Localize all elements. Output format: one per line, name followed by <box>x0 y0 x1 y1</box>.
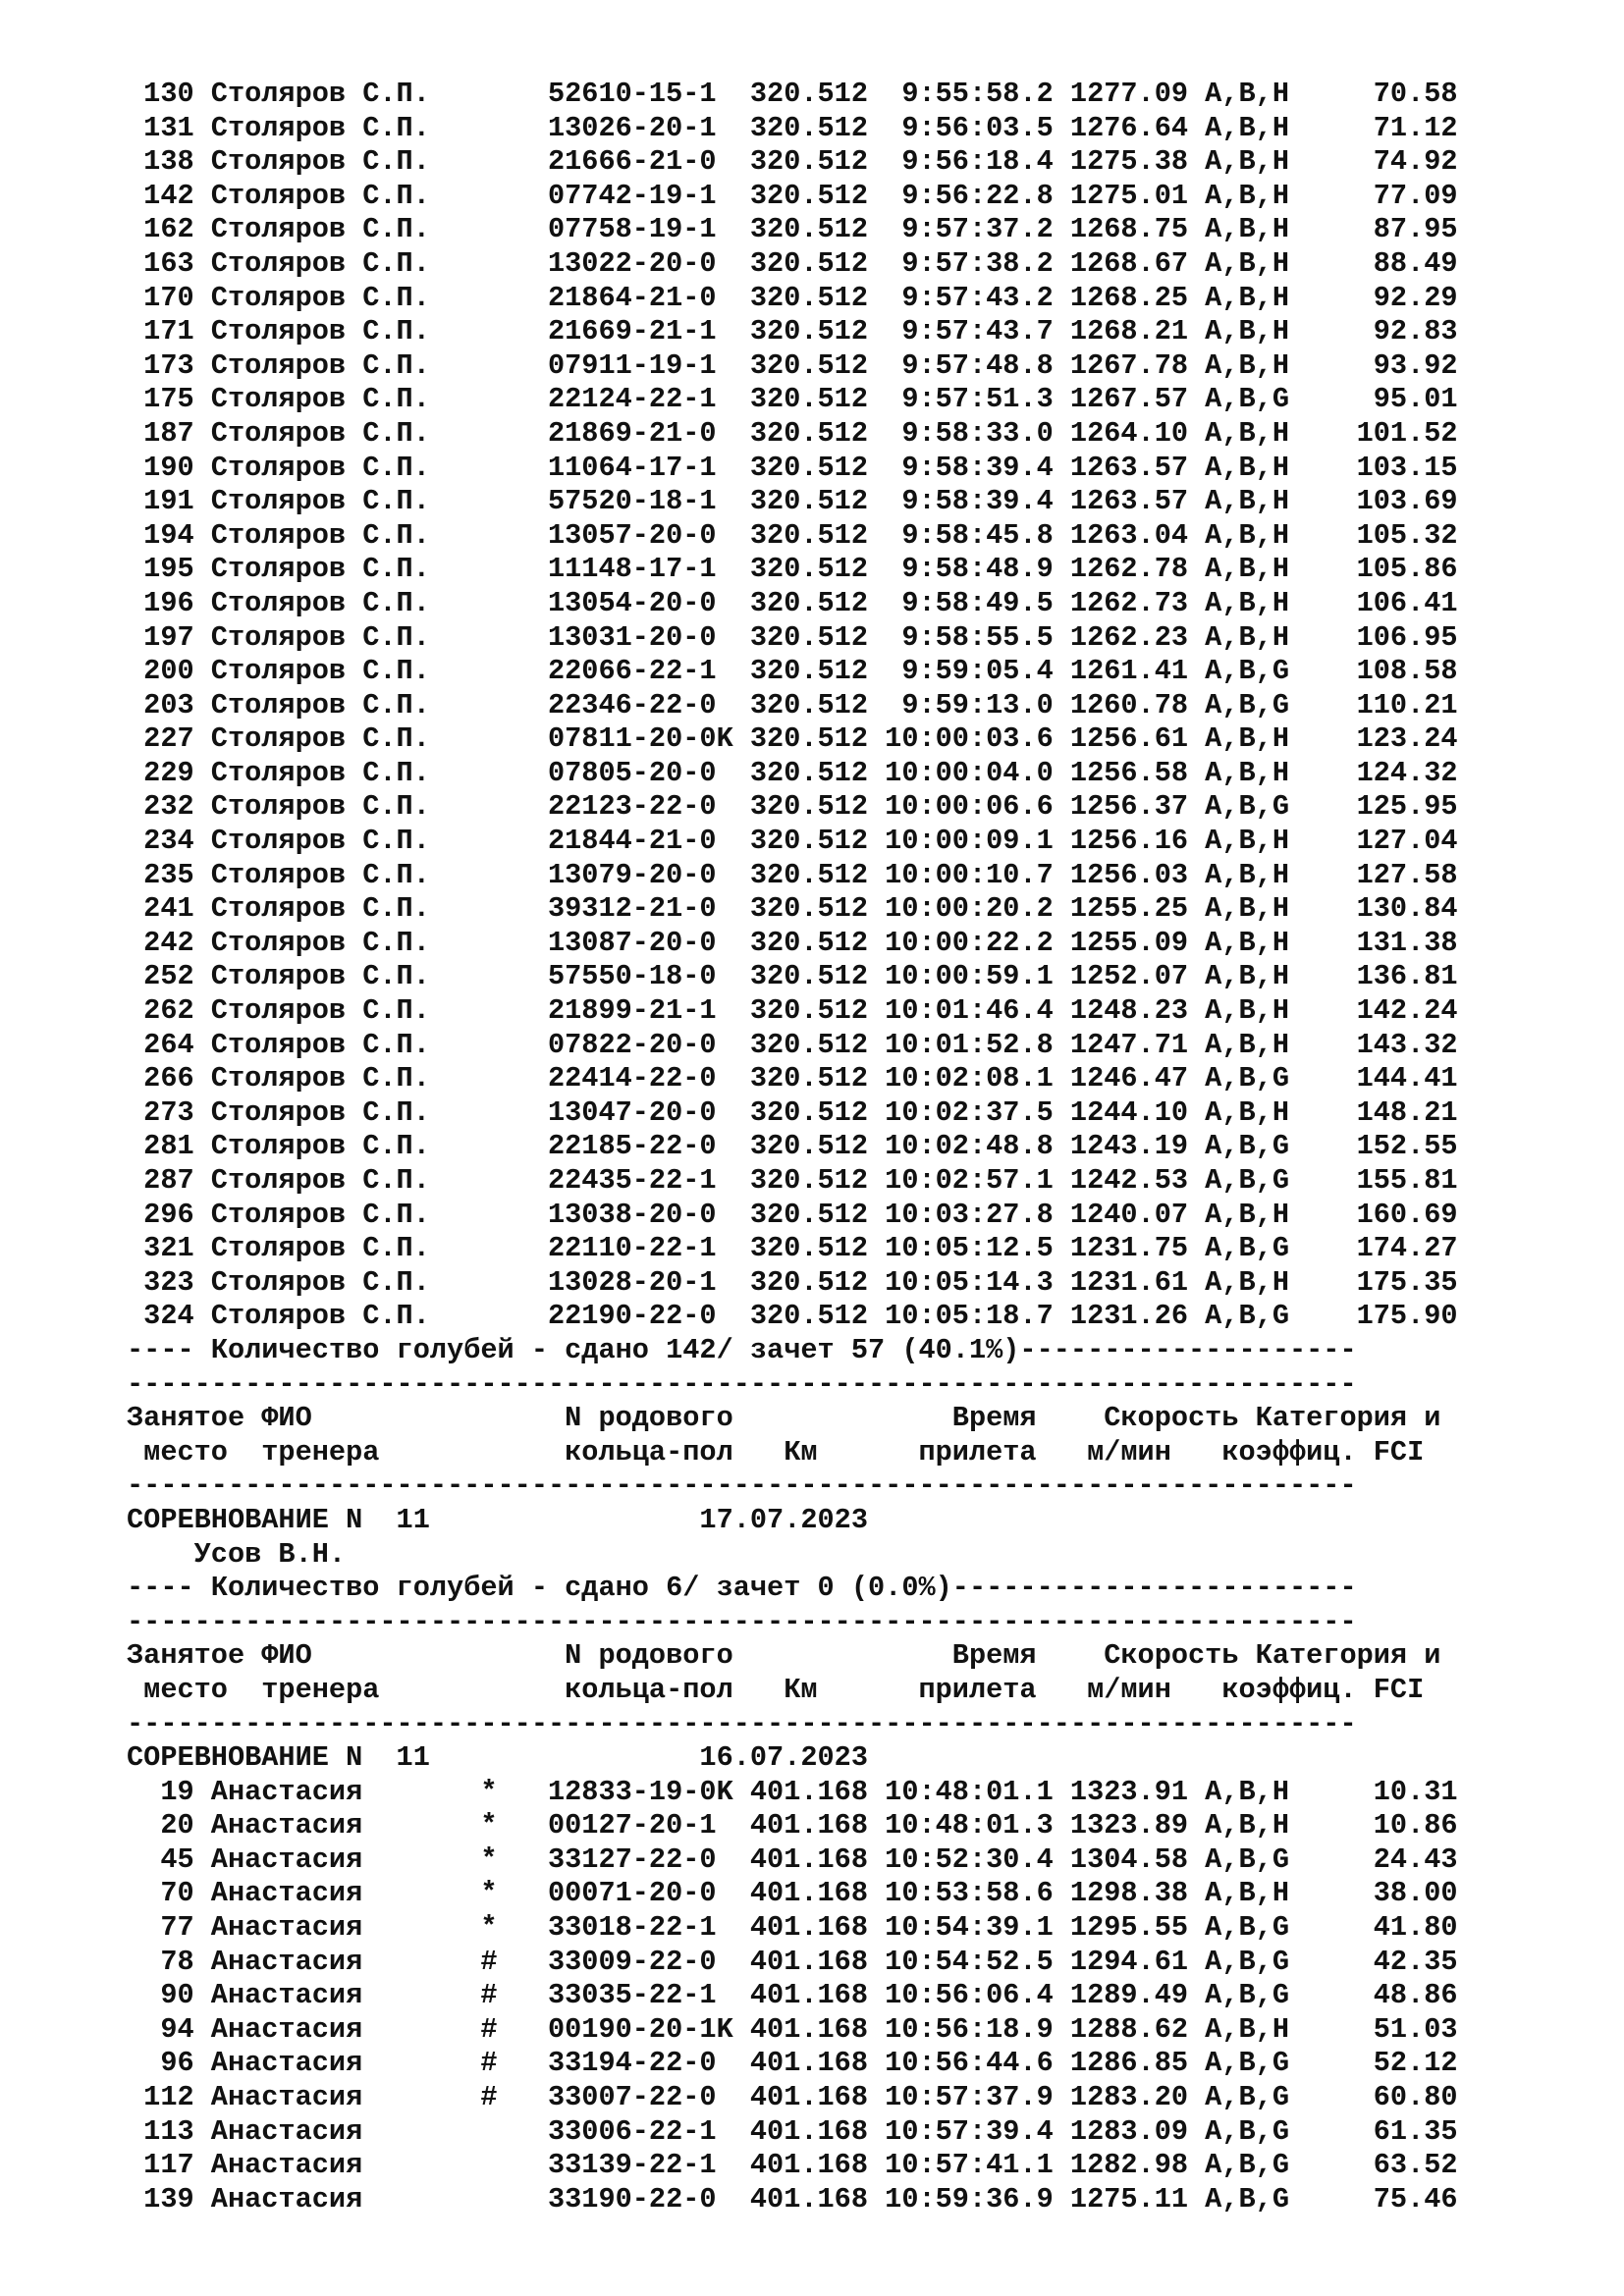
divider: ------------------------------------------------------------------------- <box>127 1707 1357 1740</box>
table-row: 19 Анастасия * 12833-19-0K 401.168 10:48:01.1 1323.91 A,B,H 10.31 <box>127 1775 1458 1808</box>
table-row: 78 Анастасия # 33009-22-0 401.168 10:54:52.5 1294.61 A,B,G 42.35 <box>127 1945 1458 1978</box>
table-row: 197 Столяров С.П. 13031-20-0 320.512 9:58:55.5 1262.23 A,B,H 106.95 <box>127 620 1458 654</box>
table-row: 196 Столяров С.П. 13054-20-0 320.512 9:58:49.5 1262.73 A,B,H 106.41 <box>127 586 1458 619</box>
table-row: 266 Столяров С.П. 22414-22-0 320.512 10:02:08.1 1246.47 A,B,G 144.41 <box>127 1062 1458 1095</box>
table-row: 113 Анастасия 33006-22-1 401.168 10:57:39.4 1283.09 A,B,G 61.35 <box>127 2114 1458 2148</box>
table-row: 173 Столяров С.П. 07911-19-1 320.512 9:57:48.8 1267.78 A,B,H 93.92 <box>127 348 1458 382</box>
table-row: 227 Столяров С.П. 07811-20-0K 320.512 10:00:03.6 1256.61 A,B,H 123.24 <box>127 722 1458 756</box>
column-header: Занятое ФИО N родового Время Скорость Категория и <box>127 1402 1441 1435</box>
table-row: 264 Столяров С.П. 07822-20-0 320.512 10:01:52.8 1247.71 A,B,H 143.32 <box>127 1028 1458 1061</box>
table-row: 195 Столяров С.П. 11148-17-1 320.512 9:58:48.9 1262.78 A,B,H 105.86 <box>127 553 1458 586</box>
summary-line: ---- Количество голубей - сдано 142/ зачет 57 (40.1%)-------------------- <box>127 1333 1357 1366</box>
divider: ------------------------------------------------------------------------- <box>127 1469 1357 1503</box>
table-row: 194 Столяров С.П. 13057-20-0 320.512 9:58:45.8 1263.04 A,B,H 105.32 <box>127 518 1458 552</box>
table-row: 242 Столяров С.П. 13087-20-0 320.512 10:00:22.2 1255.09 A,B,H 131.38 <box>127 926 1458 959</box>
summary-line: ---- Количество голубей - сдано 6/ зачет 0 (0.0%)------------------------ <box>127 1572 1357 1605</box>
table-row: 45 Анастасия * 33127-22-0 401.168 10:52:30.4 1304.58 A,B,G 24.43 <box>127 1842 1458 1876</box>
table-row: 321 Столяров С.П. 22110-22-1 320.512 10:05:12.5 1231.75 A,B,G 174.27 <box>127 1232 1458 1265</box>
column-header: место тренера кольца-пол Км прилета м/мин коэффиц. FCI <box>127 1435 1425 1468</box>
table-row: 323 Столяров С.П. 13028-20-1 320.512 10:05:14.3 1231.61 A,B,H 175.35 <box>127 1265 1458 1299</box>
table-row: 229 Столяров С.П. 07805-20-0 320.512 10:00:04.0 1256.58 A,B,H 124.32 <box>127 756 1458 789</box>
table-row: 90 Анастасия # 33035-22-1 401.168 10:56:06.4 1289.49 A,B,G 48.86 <box>127 1979 1458 2012</box>
table-row: 162 Столяров С.П. 07758-19-1 320.512 9:57:37.2 1268.75 A,B,H 87.95 <box>127 213 1458 246</box>
table-row: 281 Столяров С.П. 22185-22-0 320.512 10:02:48.8 1243.19 A,B,G 152.55 <box>127 1130 1458 1163</box>
table-row: 287 Столяров С.П. 22435-22-1 320.512 10:02:57.1 1242.53 A,B,G 155.81 <box>127 1164 1458 1197</box>
table-row: 77 Анастасия * 33018-22-1 401.168 10:54:39.1 1295.55 A,B,G 41.80 <box>127 1911 1458 1945</box>
table-row: 170 Столяров С.П. 21864-21-0 320.512 9:57:43.2 1268.25 A,B,H 92.29 <box>127 281 1458 314</box>
table-row: 200 Столяров С.П. 22066-22-1 320.512 9:59:05.4 1261.41 A,B,G 108.58 <box>127 655 1458 688</box>
table-row: 235 Столяров С.П. 13079-20-0 320.512 10:00:10.7 1256.03 A,B,H 127.58 <box>127 858 1458 891</box>
competition-title: СОРЕВНОВАНИЕ N 11 17.07.2023 <box>127 1503 868 1536</box>
table-row: 232 Столяров С.П. 22123-22-0 320.512 10:00:06.6 1256.37 A,B,G 125.95 <box>127 790 1458 824</box>
table-row: 234 Столяров С.П. 21844-21-0 320.512 10:00:09.1 1256.16 A,B,H 127.04 <box>127 825 1458 858</box>
table-row: 187 Столяров С.П. 21869-21-0 320.512 9:58:33.0 1264.10 A,B,H 101.52 <box>127 416 1458 450</box>
column-header: место тренера кольца-пол Км прилета м/мин коэффиц. FCI <box>127 1673 1425 1706</box>
table-row: 130 Столяров С.П. 52610-15-1 320.512 9:55:58.2 1277.09 A,B,H 70.58 <box>127 78 1458 110</box>
table-row: 70 Анастасия * 00071-20-0 401.168 10:53:58.6 1298.38 A,B,H 38.00 <box>127 1877 1458 1910</box>
table-row: 142 Столяров С.П. 07742-19-1 320.512 9:56:22.8 1275.01 A,B,H 77.09 <box>127 179 1458 212</box>
table-row: 94 Анастасия # 00190-20-1K 401.168 10:56:18.9 1288.62 A,B,H 51.03 <box>127 2012 1458 2046</box>
competition-title: СОРЕВНОВАНИЕ N 11 16.07.2023 <box>127 1741 868 1775</box>
table-row: 112 Анастасия # 33007-22-0 401.168 10:57:37.9 1283.20 A,B,G 60.80 <box>127 2081 1458 2114</box>
table-row: 203 Столяров С.П. 22346-22-0 320.512 9:59:13.0 1260.78 A,B,G 110.21 <box>127 688 1458 721</box>
table-row: 117 Анастасия 33139-22-1 401.168 10:57:41.1 1282.98 A,B,G 63.52 <box>127 2149 1458 2182</box>
table-row: 262 Столяров С.П. 21899-21-1 320.512 10:01:46.4 1248.23 A,B,H 142.24 <box>127 994 1458 1028</box>
table-row: 139 Анастасия 33190-22-0 401.168 10:59:36.9 1275.11 A,B,G 75.46 <box>127 2182 1458 2216</box>
table-row: 191 Столяров С.П. 57520-18-1 320.512 9:58:39.4 1263.57 A,B,H 103.69 <box>127 485 1458 518</box>
table-row: 190 Столяров С.П. 11064-17-1 320.512 9:58:39.4 1263.57 A,B,H 103.15 <box>127 451 1458 484</box>
column-header: Занятое ФИО N родового Время Скорость Категория и <box>127 1639 1441 1673</box>
table-row: 273 Столяров С.П. 13047-20-0 320.512 10:02:37.5 1244.10 A,B,H 148.21 <box>127 1095 1458 1129</box>
table-row: 131 Столяров С.П. 13026-20-1 320.512 9:56:03.5 1276.64 A,B,H 71.12 <box>127 111 1458 144</box>
table-row: 171 Столяров С.П. 21669-21-1 320.512 9:57:43.7 1268.21 A,B,H 92.83 <box>127 315 1458 348</box>
divider: ------------------------------------------------------------------------- <box>127 1367 1357 1401</box>
results-sheet <box>127 78 1599 2216</box>
trainer-name: Усов В.Н. <box>127 1537 347 1571</box>
table-row: 241 Столяров С.П. 39312-21-0 320.512 10:00:20.2 1255.25 A,B,H 130.84 <box>127 892 1458 926</box>
table-row: 175 Столяров С.П. 22124-22-1 320.512 9:57:51.3 1267.57 A,B,G 95.01 <box>127 383 1458 416</box>
table-row: 20 Анастасия * 00127-20-1 401.168 10:48:01.3 1323.89 A,B,H 10.86 <box>127 1809 1458 1842</box>
table-row: 252 Столяров С.П. 57550-18-0 320.512 10:00:59.1 1252.07 A,B,H 136.81 <box>127 960 1458 993</box>
table-row: 163 Столяров С.П. 13022-20-0 320.512 9:57:38.2 1268.67 A,B,H 88.49 <box>127 246 1458 280</box>
table-row: 296 Столяров С.П. 13038-20-0 320.512 10:03:27.8 1240.07 A,B,H 160.69 <box>127 1198 1458 1231</box>
table-row: 138 Столяров С.П. 21666-21-0 320.512 9:56:18.4 1275.38 A,B,H 74.92 <box>127 145 1458 179</box>
table-row: 324 Столяров С.П. 22190-22-0 320.512 10:05:18.7 1231.26 A,B,G 175.90 <box>127 1300 1458 1333</box>
table-row: 96 Анастасия # 33194-22-0 401.168 10:56:44.6 1286.85 A,B,G 52.12 <box>127 2047 1458 2080</box>
divider: ------------------------------------------------------------------------- <box>127 1605 1357 1638</box>
